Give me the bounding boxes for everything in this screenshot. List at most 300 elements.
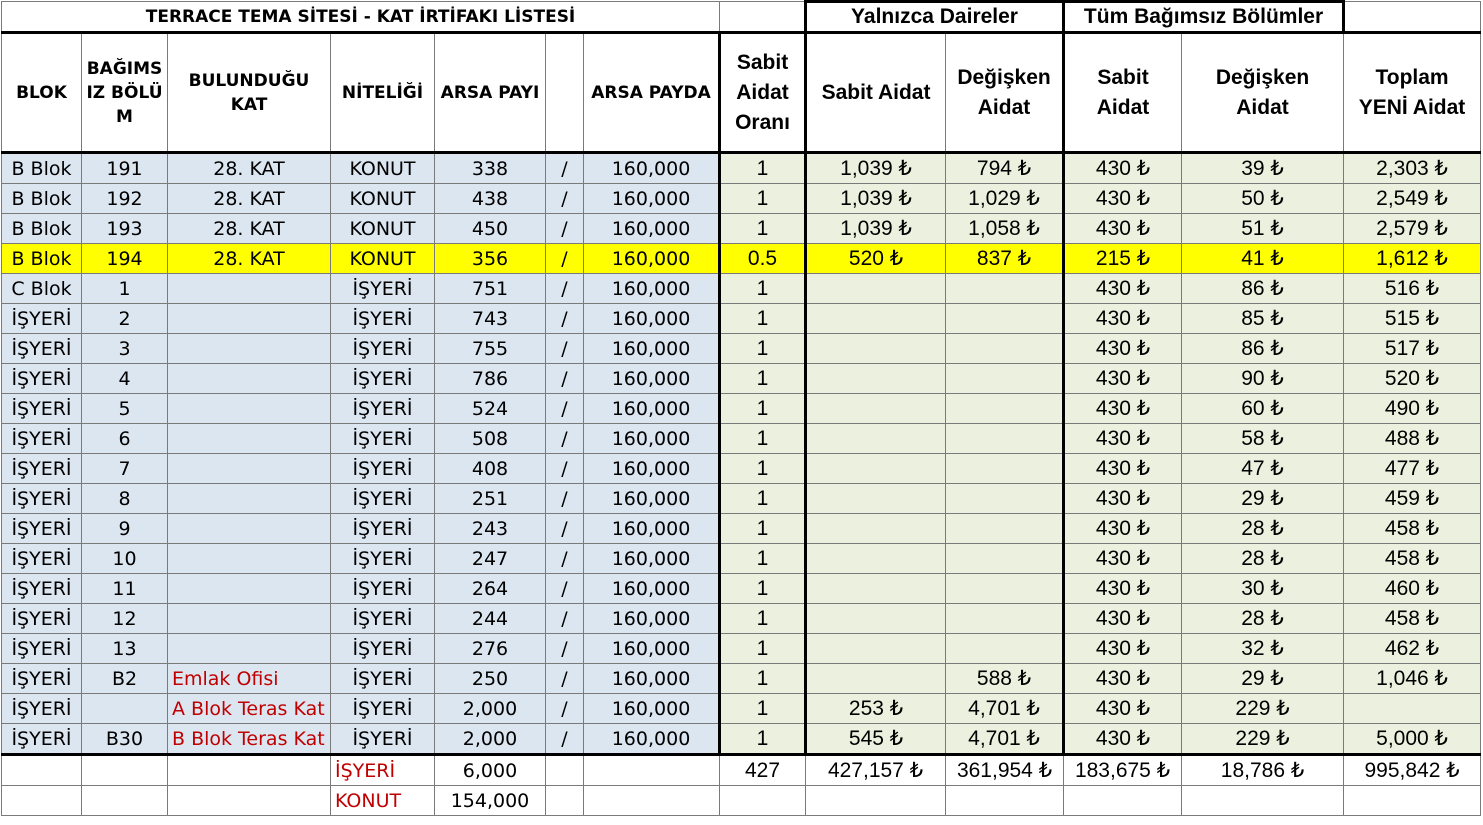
cell-toplam-yeni-aidat[interactable]: 2,549 ₺ [1344,184,1481,214]
cell-arsa-payda[interactable]: 160,000 [584,454,720,484]
cell-daire-sabit-aidat[interactable] [806,514,946,544]
header-sabit-aidat-orani[interactable] [720,33,806,153]
cell-bagimsiz-bolum[interactable]: 8 [82,484,168,514]
cell-tum-degisken-aidat[interactable]: 29 ₺ [1182,664,1344,694]
cell-bagimsiz-bolum[interactable]: 12 [82,604,168,634]
cell-arsa-payda[interactable]: 160,000 [584,724,720,755]
cell-bulundugu-kat[interactable] [168,424,331,454]
cell-daire-sabit-aidat[interactable]: 520 ₺ [806,244,946,274]
cell-arsa-payi[interactable]: 755 [435,334,546,364]
cell-tum-sabit-aidat[interactable]: 430 ₺ [1064,304,1182,334]
cell-daire-degisken-aidat[interactable] [946,484,1064,514]
cell-daire-sabit-aidat[interactable]: 1,039 ₺ [806,153,946,184]
cell-bulundugu-kat[interactable]: 28. KAT [168,244,331,274]
cell-tum-sabit-aidat[interactable]: 430 ₺ [1064,574,1182,604]
cell-daire-degisken-aidat[interactable] [946,634,1064,664]
cell-bulundugu-kat[interactable]: A Blok Teras Kat [168,694,331,724]
cell-arsa-payda[interactable]: 160,000 [584,424,720,454]
cell-sabit-aidat-orani[interactable]: 1 [720,724,806,755]
cell-slash[interactable]: / [546,304,584,334]
cell-bulundugu-kat[interactable] [168,634,331,664]
cell-slash[interactable]: / [546,664,584,694]
cell-blok[interactable]: İŞYERİ [2,664,82,694]
cell-niteligi[interactable]: İŞYERİ [331,484,435,514]
cell-tum-degisken-aidat[interactable]: 41 ₺ [1182,244,1344,274]
cell-bagimsiz-bolum[interactable]: 3 [82,334,168,364]
cell-bagimsiz-bolum[interactable] [82,694,168,724]
cell-bulundugu-kat[interactable] [168,454,331,484]
cell-blok[interactable]: İŞYERİ [2,544,82,574]
cell-arsa-payda[interactable]: 160,000 [584,664,720,694]
cell-niteligi[interactable]: İŞYERİ [331,304,435,334]
cell-blank[interactable] [584,786,720,816]
summary-label[interactable]: İŞYERİ [331,755,435,786]
cell-tum-degisken-aidat[interactable]: 32 ₺ [1182,634,1344,664]
cell-daire-sabit-aidat[interactable]: 545 ₺ [806,724,946,755]
summary-sabit-aidat-orani[interactable] [720,786,806,816]
cell-arsa-payi[interactable]: 2,000 [435,694,546,724]
header-toplam-yeni-aidat[interactable] [1344,33,1481,153]
cell-bagimsiz-bolum[interactable]: 13 [82,634,168,664]
cell-toplam-yeni-aidat[interactable]: 490 ₺ [1344,394,1481,424]
cell-arsa-payi[interactable]: 408 [435,454,546,484]
cell-niteligi[interactable]: KONUT [331,153,435,184]
cell-arsa-payda[interactable]: 160,000 [584,514,720,544]
cell-daire-degisken-aidat[interactable]: 1,058 ₺ [946,214,1064,244]
cell-arsa-payda[interactable]: 160,000 [584,574,720,604]
cell-toplam-yeni-aidat[interactable]: 515 ₺ [1344,304,1481,334]
cell-slash[interactable]: / [546,694,584,724]
cell-slash[interactable]: / [546,244,584,274]
cell-tum-sabit-aidat[interactable]: 430 ₺ [1064,214,1182,244]
cell-daire-degisken-aidat[interactable] [946,514,1064,544]
cell-niteligi[interactable]: İŞYERİ [331,274,435,304]
cell-arsa-payda[interactable]: 160,000 [584,694,720,724]
header-arsa-payda[interactable]: ARSA PAYDA [584,33,720,153]
cell-sabit-aidat-orani[interactable]: 1 [720,574,806,604]
cell-tum-sabit-aidat[interactable]: 430 ₺ [1064,153,1182,184]
cell-blok[interactable]: İŞYERİ [2,484,82,514]
cell-arsa-payi[interactable]: 276 [435,634,546,664]
summary-arsa-payi[interactable]: 154,000 [435,786,546,816]
cell-slash[interactable]: / [546,604,584,634]
cell-daire-sabit-aidat[interactable] [806,604,946,634]
cell-toplam-yeni-aidat[interactable]: 517 ₺ [1344,334,1481,364]
summary-daire-sabit-aidat[interactable] [806,786,946,816]
header-slash[interactable] [546,33,584,153]
cell-bagimsiz-bolum[interactable]: 11 [82,574,168,604]
cell-arsa-payda[interactable]: 160,000 [584,634,720,664]
cell-niteligi[interactable]: KONUT [331,214,435,244]
cell-daire-degisken-aidat[interactable] [946,334,1064,364]
cell-toplam-yeni-aidat[interactable]: 462 ₺ [1344,634,1481,664]
cell-blank[interactable] [584,755,720,786]
cell-sabit-aidat-orani[interactable]: 1 [720,514,806,544]
cell-arsa-payi[interactable]: 751 [435,274,546,304]
cell-arsa-payi[interactable]: 338 [435,153,546,184]
header-tum-sabit-aidat[interactable] [1064,33,1182,153]
cell-niteligi[interactable]: İŞYERİ [331,544,435,574]
cell-bulundugu-kat[interactable] [168,274,331,304]
cell-blok[interactable]: İŞYERİ [2,334,82,364]
cell-sabit-aidat-orani[interactable]: 1 [720,153,806,184]
cell-bulundugu-kat[interactable] [168,364,331,394]
summary-tum-sabit-aidat[interactable]: 183,675 ₺ [1064,755,1182,786]
cell-tum-degisken-aidat[interactable]: 39 ₺ [1182,153,1344,184]
cell-bagimsiz-bolum[interactable]: 194 [82,244,168,274]
cell-blank[interactable] [168,755,331,786]
cell-tum-sabit-aidat[interactable]: 430 ₺ [1064,424,1182,454]
cell-bagimsiz-bolum[interactable]: 191 [82,153,168,184]
cell-daire-degisken-aidat[interactable]: 4,701 ₺ [946,694,1064,724]
cell-blank[interactable] [82,755,168,786]
cell-bulundugu-kat[interactable] [168,604,331,634]
cell-tum-degisken-aidat[interactable]: 28 ₺ [1182,544,1344,574]
cell-bulundugu-kat[interactable]: 28. KAT [168,153,331,184]
blank-cell[interactable] [720,2,806,33]
cell-arsa-payda[interactable]: 160,000 [584,394,720,424]
cell-sabit-aidat-orani[interactable]: 1 [720,664,806,694]
cell-toplam-yeni-aidat[interactable]: 5,000 ₺ [1344,724,1481,755]
cell-bulundugu-kat[interactable]: 28. KAT [168,214,331,244]
cell-niteligi[interactable]: İŞYERİ [331,364,435,394]
cell-daire-degisken-aidat[interactable] [946,304,1064,334]
cell-arsa-payda[interactable]: 160,000 [584,334,720,364]
cell-daire-sabit-aidat[interactable] [806,424,946,454]
cell-daire-degisken-aidat[interactable]: 4,701 ₺ [946,724,1064,755]
cell-arsa-payi[interactable]: 438 [435,184,546,214]
cell-daire-sabit-aidat[interactable]: 253 ₺ [806,694,946,724]
cell-slash[interactable]: / [546,484,584,514]
cell-blank[interactable] [546,786,584,816]
cell-blok[interactable]: İŞYERİ [2,724,82,755]
cell-tum-degisken-aidat[interactable]: 229 ₺ [1182,694,1344,724]
cell-blank[interactable] [168,786,331,816]
cell-arsa-payda[interactable]: 160,000 [584,184,720,214]
cell-toplam-yeni-aidat[interactable]: 2,303 ₺ [1344,153,1481,184]
cell-tum-degisken-aidat[interactable]: 47 ₺ [1182,454,1344,484]
cell-niteligi[interactable]: İŞYERİ [331,724,435,755]
cell-sabit-aidat-orani[interactable]: 1 [720,544,806,574]
cell-sabit-aidat-orani[interactable]: 1 [720,214,806,244]
group-all-units[interactable]: Tüm Bağımsız Bölümler [1064,2,1344,33]
cell-arsa-payi[interactable]: 247 [435,544,546,574]
cell-slash[interactable]: / [546,544,584,574]
header-niteligi[interactable]: NİTELİĞİ [331,33,435,153]
cell-blok[interactable]: İŞYERİ [2,574,82,604]
cell-bulundugu-kat[interactable] [168,394,331,424]
cell-tum-degisken-aidat[interactable]: 28 ₺ [1182,604,1344,634]
cell-tum-sabit-aidat[interactable]: 430 ₺ [1064,694,1182,724]
cell-niteligi[interactable]: İŞYERİ [331,334,435,364]
cell-slash[interactable]: / [546,574,584,604]
cell-tum-sabit-aidat[interactable]: 430 ₺ [1064,664,1182,694]
cell-toplam-yeni-aidat[interactable]: 458 ₺ [1344,544,1481,574]
cell-niteligi[interactable]: İŞYERİ [331,694,435,724]
cell-arsa-payi[interactable]: 244 [435,604,546,634]
cell-daire-degisken-aidat[interactable] [946,394,1064,424]
cell-toplam-yeni-aidat[interactable]: 477 ₺ [1344,454,1481,484]
cell-tum-degisken-aidat[interactable]: 29 ₺ [1182,484,1344,514]
cell-slash[interactable]: / [546,424,584,454]
cell-tum-degisken-aidat[interactable]: 60 ₺ [1182,394,1344,424]
cell-sabit-aidat-orani[interactable]: 0.5 [720,244,806,274]
cell-daire-sabit-aidat[interactable] [806,274,946,304]
cell-sabit-aidat-orani[interactable]: 1 [720,334,806,364]
cell-daire-degisken-aidat[interactable]: 588 ₺ [946,664,1064,694]
cell-daire-degisken-aidat[interactable] [946,544,1064,574]
cell-bulundugu-kat[interactable] [168,334,331,364]
cell-bulundugu-kat[interactable] [168,544,331,574]
summary-label[interactable]: KONUT [331,786,435,816]
cell-toplam-yeni-aidat[interactable]: 458 ₺ [1344,604,1481,634]
cell-niteligi[interactable]: KONUT [331,244,435,274]
cell-bagimsiz-bolum[interactable]: 10 [82,544,168,574]
cell-arsa-payi[interactable]: 450 [435,214,546,244]
cell-sabit-aidat-orani[interactable]: 1 [720,394,806,424]
cell-blank[interactable] [82,786,168,816]
cell-slash[interactable]: / [546,214,584,244]
cell-bulundugu-kat[interactable]: Emlak Ofisi [168,664,331,694]
cell-bagimsiz-bolum[interactable]: 1 [82,274,168,304]
cell-blok[interactable]: İŞYERİ [2,304,82,334]
cell-tum-sabit-aidat[interactable]: 430 ₺ [1064,184,1182,214]
cell-bulundugu-kat[interactable] [168,574,331,604]
cell-bagimsiz-bolum[interactable]: 6 [82,424,168,454]
cell-bagimsiz-bolum[interactable]: 5 [82,394,168,424]
cell-toplam-yeni-aidat[interactable]: 2,579 ₺ [1344,214,1481,244]
cell-tum-degisken-aidat[interactable]: 28 ₺ [1182,514,1344,544]
cell-tum-sabit-aidat[interactable]: 430 ₺ [1064,604,1182,634]
cell-arsa-payda[interactable]: 160,000 [584,604,720,634]
cell-sabit-aidat-orani[interactable]: 1 [720,424,806,454]
cell-blok[interactable]: C Blok [2,274,82,304]
cell-blok[interactable]: İŞYERİ [2,424,82,454]
cell-daire-degisken-aidat[interactable] [946,574,1064,604]
cell-tum-sabit-aidat[interactable]: 430 ₺ [1064,274,1182,304]
cell-daire-degisken-aidat[interactable]: 1,029 ₺ [946,184,1064,214]
cell-toplam-yeni-aidat[interactable]: 516 ₺ [1344,274,1481,304]
cell-tum-degisken-aidat[interactable]: 86 ₺ [1182,274,1344,304]
cell-arsa-payi[interactable]: 508 [435,424,546,454]
cell-daire-degisken-aidat[interactable] [946,424,1064,454]
header-tum-degisken-aidat[interactable] [1182,33,1344,153]
summary-toplam-yeni-aidat[interactable] [1344,786,1481,816]
cell-blok[interactable]: B Blok [2,153,82,184]
cell-niteligi[interactable]: İŞYERİ [331,574,435,604]
cell-daire-degisken-aidat[interactable]: 837 ₺ [946,244,1064,274]
cell-tum-sabit-aidat[interactable]: 430 ₺ [1064,514,1182,544]
cell-arsa-payda[interactable]: 160,000 [584,153,720,184]
cell-arsa-payda[interactable]: 160,000 [584,214,720,244]
cell-niteligi[interactable]: İŞYERİ [331,634,435,664]
cell-arsa-payi[interactable]: 251 [435,484,546,514]
cell-daire-sabit-aidat[interactable] [806,364,946,394]
cell-arsa-payda[interactable]: 160,000 [584,484,720,514]
cell-blok[interactable]: İŞYERİ [2,394,82,424]
cell-daire-sabit-aidat[interactable] [806,454,946,484]
cell-blank[interactable] [546,755,584,786]
cell-tum-sabit-aidat[interactable]: 215 ₺ [1064,244,1182,274]
cell-bulundugu-kat[interactable]: 28. KAT [168,184,331,214]
cell-bagimsiz-bolum[interactable]: 4 [82,364,168,394]
cell-slash[interactable]: / [546,454,584,484]
cell-tum-degisken-aidat[interactable]: 58 ₺ [1182,424,1344,454]
cell-toplam-yeni-aidat[interactable] [1344,694,1481,724]
cell-slash[interactable]: / [546,724,584,755]
cell-sabit-aidat-orani[interactable]: 1 [720,274,806,304]
cell-tum-sabit-aidat[interactable]: 430 ₺ [1064,454,1182,484]
cell-arsa-payi[interactable]: 264 [435,574,546,604]
cell-daire-sabit-aidat[interactable] [806,304,946,334]
cell-blok[interactable]: İŞYERİ [2,514,82,544]
cell-tum-sabit-aidat[interactable]: 430 ₺ [1064,334,1182,364]
cell-bulundugu-kat[interactable] [168,514,331,544]
cell-daire-degisken-aidat[interactable] [946,274,1064,304]
summary-sabit-aidat-orani[interactable]: 427 [720,755,806,786]
cell-niteligi[interactable]: İŞYERİ [331,604,435,634]
blank-cell[interactable] [1344,2,1481,33]
cell-bagimsiz-bolum[interactable]: 193 [82,214,168,244]
summary-toplam-yeni-aidat[interactable]: 995,842 ₺ [1344,755,1481,786]
header-bulundugu-kat[interactable] [168,33,331,153]
summary-daire-sabit-aidat[interactable]: 427,157 ₺ [806,755,946,786]
cell-tum-degisken-aidat[interactable]: 90 ₺ [1182,364,1344,394]
cell-blok[interactable]: B Blok [2,244,82,274]
cell-blok[interactable]: İŞYERİ [2,364,82,394]
cell-daire-sabit-aidat[interactable] [806,664,946,694]
cell-tum-sabit-aidat[interactable]: 430 ₺ [1064,544,1182,574]
cell-toplam-yeni-aidat[interactable]: 520 ₺ [1344,364,1481,394]
cell-slash[interactable]: / [546,394,584,424]
cell-sabit-aidat-orani[interactable]: 1 [720,604,806,634]
cell-daire-degisken-aidat[interactable] [946,604,1064,634]
cell-blok[interactable]: İŞYERİ [2,694,82,724]
cell-daire-sabit-aidat[interactable]: 1,039 ₺ [806,214,946,244]
cell-blank[interactable] [2,755,82,786]
cell-bagimsiz-bolum[interactable]: B2 [82,664,168,694]
cell-bagimsiz-bolum[interactable]: 192 [82,184,168,214]
cell-arsa-payi[interactable]: 743 [435,304,546,334]
summary-daire-degisken-aidat[interactable] [946,786,1064,816]
cell-arsa-payi[interactable]: 250 [435,664,546,694]
cell-tum-degisken-aidat[interactable]: 86 ₺ [1182,334,1344,364]
cell-tum-sabit-aidat[interactable]: 430 ₺ [1064,364,1182,394]
group-only-apartments[interactable]: Yalnızca Daireler [806,2,1064,33]
summary-tum-degisken-aidat[interactable]: 18,786 ₺ [1182,755,1344,786]
cell-bagimsiz-bolum[interactable]: 7 [82,454,168,484]
cell-slash[interactable]: / [546,153,584,184]
cell-daire-sabit-aidat[interactable] [806,394,946,424]
cell-daire-sabit-aidat[interactable] [806,634,946,664]
cell-blok[interactable]: İŞYERİ [2,634,82,664]
cell-daire-sabit-aidat[interactable] [806,574,946,604]
cell-toplam-yeni-aidat[interactable]: 488 ₺ [1344,424,1481,454]
summary-daire-degisken-aidat[interactable]: 361,954 ₺ [946,755,1064,786]
cell-bagimsiz-bolum[interactable]: 9 [82,514,168,544]
cell-arsa-payda[interactable]: 160,000 [584,274,720,304]
cell-tum-degisken-aidat[interactable]: 51 ₺ [1182,214,1344,244]
cell-toplam-yeni-aidat[interactable]: 460 ₺ [1344,574,1481,604]
cell-tum-sabit-aidat[interactable]: 430 ₺ [1064,394,1182,424]
cell-tum-degisken-aidat[interactable]: 50 ₺ [1182,184,1344,214]
cell-tum-sabit-aidat[interactable]: 430 ₺ [1064,484,1182,514]
cell-daire-degisken-aidat[interactable] [946,454,1064,484]
cell-tum-sabit-aidat[interactable]: 430 ₺ [1064,634,1182,664]
cell-daire-degisken-aidat[interactable] [946,364,1064,394]
cell-daire-sabit-aidat[interactable] [806,544,946,574]
cell-sabit-aidat-orani[interactable]: 1 [720,364,806,394]
header-arsa-payi[interactable]: ARSA PAYI [435,33,546,153]
cell-arsa-payda[interactable]: 160,000 [584,304,720,334]
cell-arsa-payda[interactable]: 160,000 [584,244,720,274]
cell-slash[interactable]: / [546,184,584,214]
cell-arsa-payda[interactable]: 160,000 [584,544,720,574]
cell-bulundugu-kat[interactable] [168,484,331,514]
cell-blok[interactable]: B Blok [2,214,82,244]
summary-arsa-payi[interactable]: 6,000 [435,755,546,786]
cell-tum-degisken-aidat[interactable]: 229 ₺ [1182,724,1344,755]
cell-niteligi[interactable]: İŞYERİ [331,454,435,484]
sheet-title[interactable]: TERRACE TEMA SİTESİ - KAT İRTİFAKI LİSTESİ [2,2,720,33]
cell-blok[interactable]: İŞYERİ [2,454,82,484]
cell-tum-degisken-aidat[interactable]: 30 ₺ [1182,574,1344,604]
cell-arsa-payi[interactable]: 243 [435,514,546,544]
cell-niteligi[interactable]: KONUT [331,184,435,214]
cell-sabit-aidat-orani[interactable]: 1 [720,454,806,484]
cell-bagimsiz-bolum[interactable]: B30 [82,724,168,755]
summary-tum-sabit-aidat[interactable] [1064,786,1182,816]
cell-sabit-aidat-orani[interactable]: 1 [720,484,806,514]
cell-toplam-yeni-aidat[interactable]: 1,046 ₺ [1344,664,1481,694]
cell-sabit-aidat-orani[interactable]: 1 [720,304,806,334]
header-blok[interactable]: BLOK [2,33,82,153]
cell-bagimsiz-bolum[interactable]: 2 [82,304,168,334]
cell-bulundugu-kat[interactable]: B Blok Teras Kat [168,724,331,755]
cell-arsa-payi[interactable]: 786 [435,364,546,394]
cell-slash[interactable]: / [546,334,584,364]
cell-bulundugu-kat[interactable] [168,304,331,334]
header-daire-degisken-aidat[interactable] [946,33,1064,153]
cell-sabit-aidat-orani[interactable]: 1 [720,184,806,214]
cell-slash[interactable]: / [546,634,584,664]
cell-toplam-yeni-aidat[interactable]: 458 ₺ [1344,514,1481,544]
header-bagimsiz-bolum[interactable] [82,33,168,153]
summary-tum-degisken-aidat[interactable] [1182,786,1344,816]
cell-arsa-payi[interactable]: 356 [435,244,546,274]
cell-slash[interactable]: / [546,274,584,304]
cell-blok[interactable]: B Blok [2,184,82,214]
cell-arsa-payi[interactable]: 2,000 [435,724,546,755]
cell-niteligi[interactable]: İŞYERİ [331,394,435,424]
cell-toplam-yeni-aidat[interactable]: 1,612 ₺ [1344,244,1481,274]
cell-sabit-aidat-orani[interactable]: 1 [720,694,806,724]
cell-tum-degisken-aidat[interactable]: 85 ₺ [1182,304,1344,334]
cell-niteligi[interactable]: İŞYERİ [331,664,435,694]
cell-arsa-payi[interactable]: 524 [435,394,546,424]
cell-arsa-payda[interactable]: 160,000 [584,364,720,394]
cell-sabit-aidat-orani[interactable]: 1 [720,634,806,664]
cell-niteligi[interactable]: İŞYERİ [331,424,435,454]
cell-niteligi[interactable]: İŞYERİ [331,514,435,544]
cell-daire-sabit-aidat[interactable] [806,484,946,514]
cell-daire-sabit-aidat[interactable] [806,334,946,364]
cell-daire-degisken-aidat[interactable]: 794 ₺ [946,153,1064,184]
cell-slash[interactable]: / [546,514,584,544]
cell-tum-sabit-aidat[interactable]: 430 ₺ [1064,724,1182,755]
cell-daire-sabit-aidat[interactable]: 1,039 ₺ [806,184,946,214]
header-daire-sabit-aidat[interactable]: Sabit Aidat [806,33,946,153]
